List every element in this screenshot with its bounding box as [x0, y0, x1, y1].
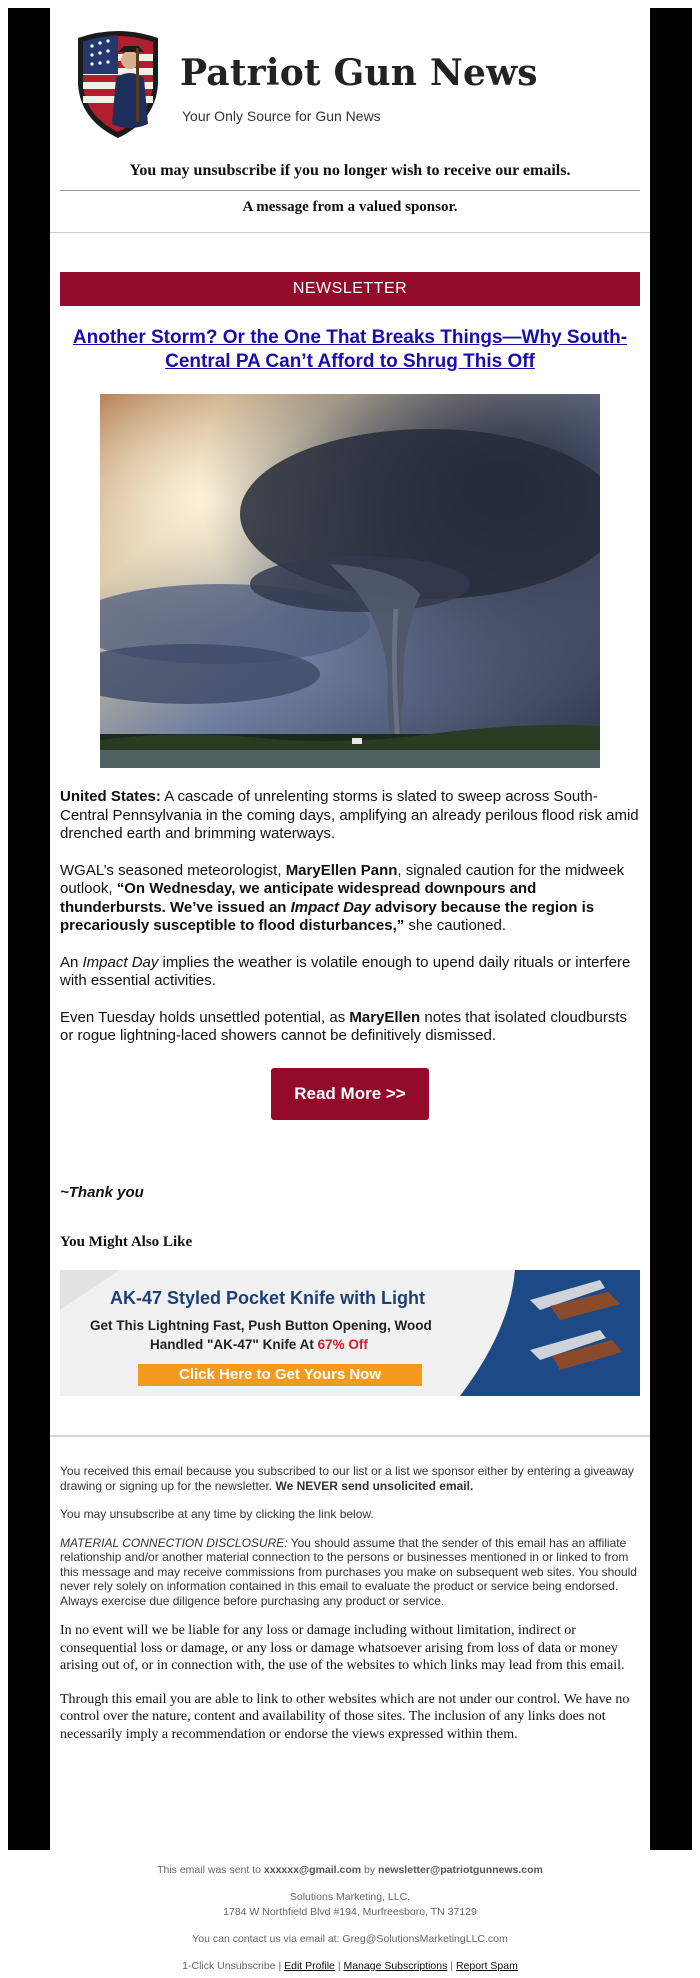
- ad-cta-button[interactable]: Click Here to Get Yours Now: [138, 1364, 422, 1386]
- edit-profile-link[interactable]: Edit Profile: [284, 1960, 335, 1972]
- article-paragraph: WGAL’s seasoned meteorologist, MaryEllen Pann, signaled caution for the midweek outlook, “On Wednesday, we anticipate widespread downpours and thunderbursts. We’ve issued an Impact Day advisory because the region is precariously susceptible to flood disturbances,” she cautioned.: [60, 861, 625, 934]
- divider: [50, 1435, 650, 1437]
- email-card: [50, 8, 650, 1850]
- you-might-also-like-heading: You Might Also Like: [60, 1234, 193, 1250]
- location-lead: United States:: [60, 788, 161, 805]
- knife-ad-banner[interactable]: [60, 1270, 640, 1396]
- one-click-unsubscribe-link[interactable]: 1-Click Unsubscribe: [182, 1960, 276, 1972]
- ad-line-2: Handled "AK-47" Knife At 67% Off: [150, 1337, 368, 1352]
- tornado-storm-image[interactable]: [100, 394, 600, 768]
- report-spam-link[interactable]: Report Spam: [455, 1960, 518, 1972]
- read-more-button[interactable]: Read More >>: [271, 1068, 429, 1120]
- divider: [50, 232, 650, 233]
- company-address: 1784 W Northfield Blvd #194, Murfreesboro, TN 37129: [223, 1906, 477, 1918]
- sponsor-notice: A message from a valued sponsor.: [242, 199, 458, 215]
- sent-to-line: This email was sent to xxxxxx@gmail.com by newsletter@patriotgunnews.com: [157, 1864, 543, 1876]
- quote: “On Wednesday, we anticipate widespread downpours and thunderbursts. We’ve issued an Impact Day advisory because the region is precariously susceptible to flood disturbances,”: [60, 880, 595, 934]
- article-paragraph: An Impact Day implies the weather is volatile enough to upend daily rituals or interfere with essential activities.: [60, 953, 631, 989]
- footer-links: 1-Click Unsubscribe | Edit Profile | Manage Subscriptions | Report Spam: [182, 1960, 518, 1972]
- email-footer: [60, 1464, 640, 1759]
- article-body: [60, 788, 640, 1064]
- bottom-info: [0, 1864, 700, 1975]
- article-paragraph: United States: A cascade of unrelenting storms is slated to sweep across South-Central Pennsylvania in the coming days, amplifying an already perilous flood risk amid drenched earth and brimming waterways.: [60, 788, 639, 842]
- footer-liability: In no event will we be liable for any loss or damage including without limitation, indirect or consequential loss or damage, or any loss or damage whatsoever arising from loss of data or money arising out of, or in connection with, the use of the websites to which links may lead from this email.: [60, 1623, 625, 1673]
- article-paragraph: Even Tuesday holds unsettled potential, as MaryEllen notes that isolated cloudbursts or rogue lightning-laced showers cannot be definitively dismissed.: [60, 1008, 628, 1044]
- footer-external-links: Through this email you are able to link to other websites which are not under our control. We have no control over the nature, content and availability of those sites. The inclusion of any links does not necessarily imply a recommendation or endorse the views expressed within them.: [60, 1691, 630, 1742]
- newsletter-banner: NEWSLETTER: [60, 272, 640, 306]
- email-header: [60, 26, 640, 146]
- manage-subscriptions-link[interactable]: Manage Subscriptions: [343, 1960, 448, 1972]
- ad-title: AK-47 Styled Pocket Knife with Light: [110, 1288, 426, 1308]
- unsubscribe-notice[interactable]: You may unsubscribe if you no longer wish to receive our emails.: [129, 162, 571, 179]
- article-headline-link[interactable]: Another Storm? Or the One That Breaks Things—Why South-Central PA Can’t Afford to Shrug This Off: [72, 327, 628, 372]
- patriot-shield-logo: [70, 28, 166, 140]
- ad-line-1: Get This Lightning Fast, Push Button Opening, Wood: [90, 1318, 432, 1333]
- brand-tagline: Your Only Source for Gun News: [182, 108, 381, 124]
- divider: [60, 190, 640, 191]
- footer-disclosure: MATERIAL CONNECTION DISCLOSURE: You should assume that the sender of this email has an affiliate relationship and/or another material connection to the persons or businesses mentioned in or linked to from this message and may receive commissions from purchases you make on subsequent web sites. You should never rely solely on information contained in this email to evaluate the product or service being endorsed. Always exercise due diligence before purchasing any product or service.: [60, 1535, 637, 1608]
- thank-you-signoff: ~Thank you: [60, 1184, 144, 1201]
- footer-unsubscribe-info: You may unsubscribe at any time by clicking the link below.: [60, 1507, 374, 1521]
- footer-reason: You received this email because you subscribed to our list or a list we sponsor either by entering a giveaway drawing or signing up for the newsletter. We NEVER send unsolicited email.: [60, 1464, 634, 1493]
- company-name: Solutions Marketing, LLC.: [289, 1891, 411, 1903]
- contact-line: You can contact us via email at: Greg@SolutionsMarketingLLC.com: [192, 1933, 508, 1945]
- brand-name: Patriot Gun News: [180, 52, 538, 94]
